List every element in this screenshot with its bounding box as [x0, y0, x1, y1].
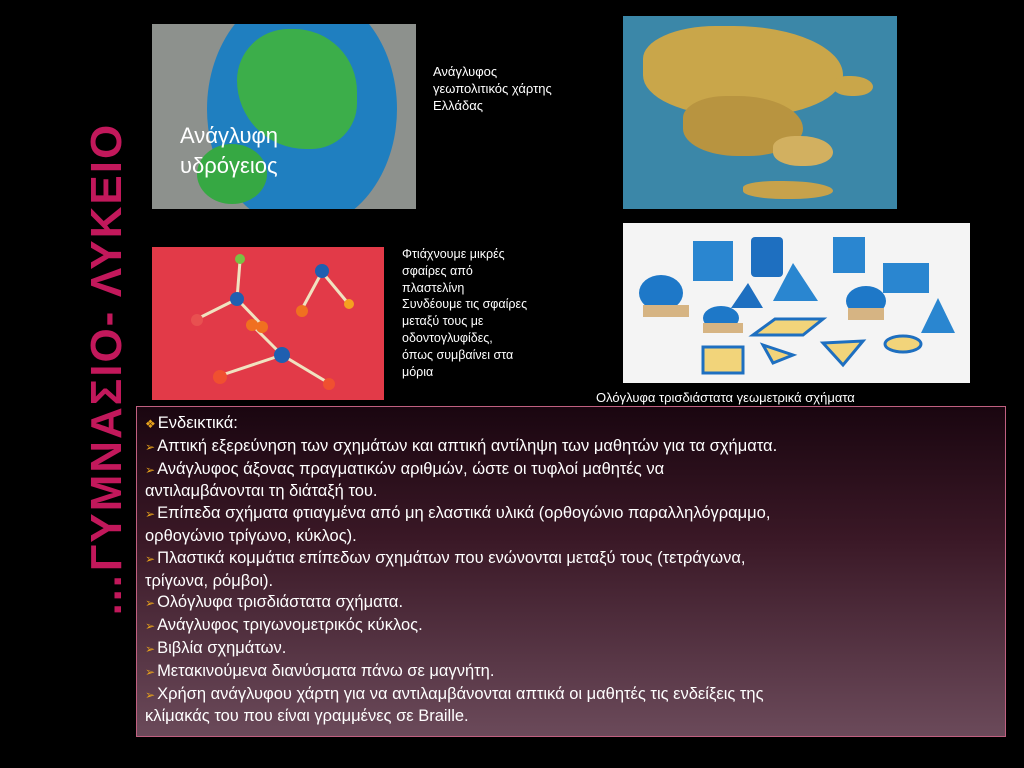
- map-caption: [433, 63, 613, 114]
- plasticine-molecule-photo: [152, 247, 384, 400]
- plasticine-caption-line: Φτιάχνουμε μικρές: [402, 247, 505, 261]
- list-item-text: Απτική εξερεύνηση των σχημάτων και απτική αντίληψη των μαθητών για τα σχήματα.: [157, 436, 778, 455]
- list-item-text: Μετακινούμενα διανύσματα πάνω σε μαγνήτη.: [157, 661, 495, 680]
- plasticine-caption-line: μεταξύ τους με: [402, 314, 484, 329]
- list-item: [145, 548, 997, 571]
- list-item-text: κλίμακάς του που είναι γραμμένες σε Braille.: [145, 707, 469, 726]
- arrow-bullet-icon: ➢: [145, 439, 156, 454]
- list-item-text: Πλαστικά κομμάτια επίπεδων σχημάτων που ενώνονται μεταξύ τους (τετράγωνα,: [157, 548, 746, 567]
- list-item-text: αντιλαμβάνονται τη διάταξή του.: [145, 482, 378, 501]
- list-item-text: Ανάγλυφος τριγωνομετρικός κύκλος.: [157, 616, 423, 635]
- plasticine-caption-line: πλαστελίνη: [402, 280, 465, 295]
- box-heading: [145, 413, 997, 436]
- list-item: [145, 615, 997, 638]
- greece-map-photo: [623, 16, 897, 209]
- list-item-text: Επίπεδα σχήματα φτιαγμένα από μη ελαστικά υλικά (ορθογώνιο παραλληλόγραμμο,: [157, 504, 771, 523]
- arrow-bullet-icon: ➢: [145, 664, 156, 679]
- map-island: [743, 181, 833, 199]
- list-item-text: Βιβλία σχημάτων.: [157, 638, 287, 657]
- arrow-bullet-icon: ➢: [145, 551, 156, 566]
- geometric-shapes-photo: [623, 223, 970, 383]
- globe-label-line: υδρόγειος: [180, 153, 278, 178]
- map-island: [773, 136, 833, 166]
- plasticine-caption: [402, 246, 572, 380]
- vertical-title-text: …ΓΥΜΝΑΣΙΟ- ΛΥΚΕΙΟ: [82, 122, 131, 618]
- plasticine-caption-line: Συνδέουμε τις σφαίρες: [402, 297, 528, 312]
- box-heading-text: Ενδεικτικά:: [157, 414, 238, 432]
- arrow-bullet-icon: ➢: [145, 687, 156, 702]
- globe-label: [180, 121, 278, 181]
- map-caption-line: γεωπολιτικός χάρτης: [433, 81, 552, 96]
- list-item-text: Χρήση ανάγλυφου χάρτη για να αντιλαμβάνονται απτικά οι μαθητές τις ενδείξεις της: [157, 684, 764, 703]
- list-item: [145, 592, 997, 615]
- plasticine-caption-line: οδοντογλυφίδες,: [402, 330, 493, 345]
- molecule-drawing: [152, 247, 384, 400]
- list-item-continuation: [145, 481, 997, 503]
- examples-box: [136, 406, 1006, 737]
- shapes-caption: Ολόγλυφα τρισδιάστατα γεωμετρικά σχήματα: [596, 390, 855, 405]
- arrow-bullet-icon: ➢: [145, 462, 156, 477]
- list-item-text: Ολόγλυφα τρισδιάστατα σχήματα.: [157, 593, 404, 612]
- arrow-bullet-icon: ➢: [145, 619, 156, 634]
- list-item: [145, 436, 997, 459]
- arrow-bullet-icon: ➢: [145, 507, 156, 522]
- arrow-bullet-icon: ➢: [145, 596, 156, 611]
- list-item: [145, 684, 997, 707]
- plasticine-caption-line: μόρια: [402, 364, 434, 379]
- vertical-title: [72, 122, 142, 618]
- arrow-bullet-icon: ➢: [145, 641, 156, 656]
- globe-label-line: Ανάγλυφη: [180, 123, 279, 148]
- map-caption-line: Ανάγλυφος: [433, 64, 498, 79]
- list-item-continuation: [145, 526, 997, 548]
- list-item: [145, 638, 997, 661]
- plasticine-caption-line: όπως συμβαίνει στα: [402, 347, 514, 362]
- diamond-bullet-icon: ❖: [145, 417, 156, 431]
- list-item-text: ορθογώνιο τρίγωνο, κύκλος).: [145, 526, 357, 545]
- list-item-text: τρίγωνα, ρόμβοι).: [145, 571, 274, 590]
- map-caption-line: Ελλάδας: [433, 98, 484, 113]
- list-item-text: Ανάγλυφος άξονας πραγματικών αριθμών, ώστε οι τυφλοί μαθητές να: [157, 459, 665, 478]
- list-item: [145, 503, 997, 526]
- plasticine-caption-line: σφαίρες από: [402, 263, 473, 278]
- list-item: [145, 459, 997, 482]
- list-item-continuation: [145, 571, 997, 593]
- globe-photo: [152, 24, 416, 209]
- list-item: [145, 661, 997, 684]
- shapes-drawing: [623, 223, 970, 383]
- list-item-continuation: [145, 706, 997, 728]
- map-island: [833, 76, 873, 96]
